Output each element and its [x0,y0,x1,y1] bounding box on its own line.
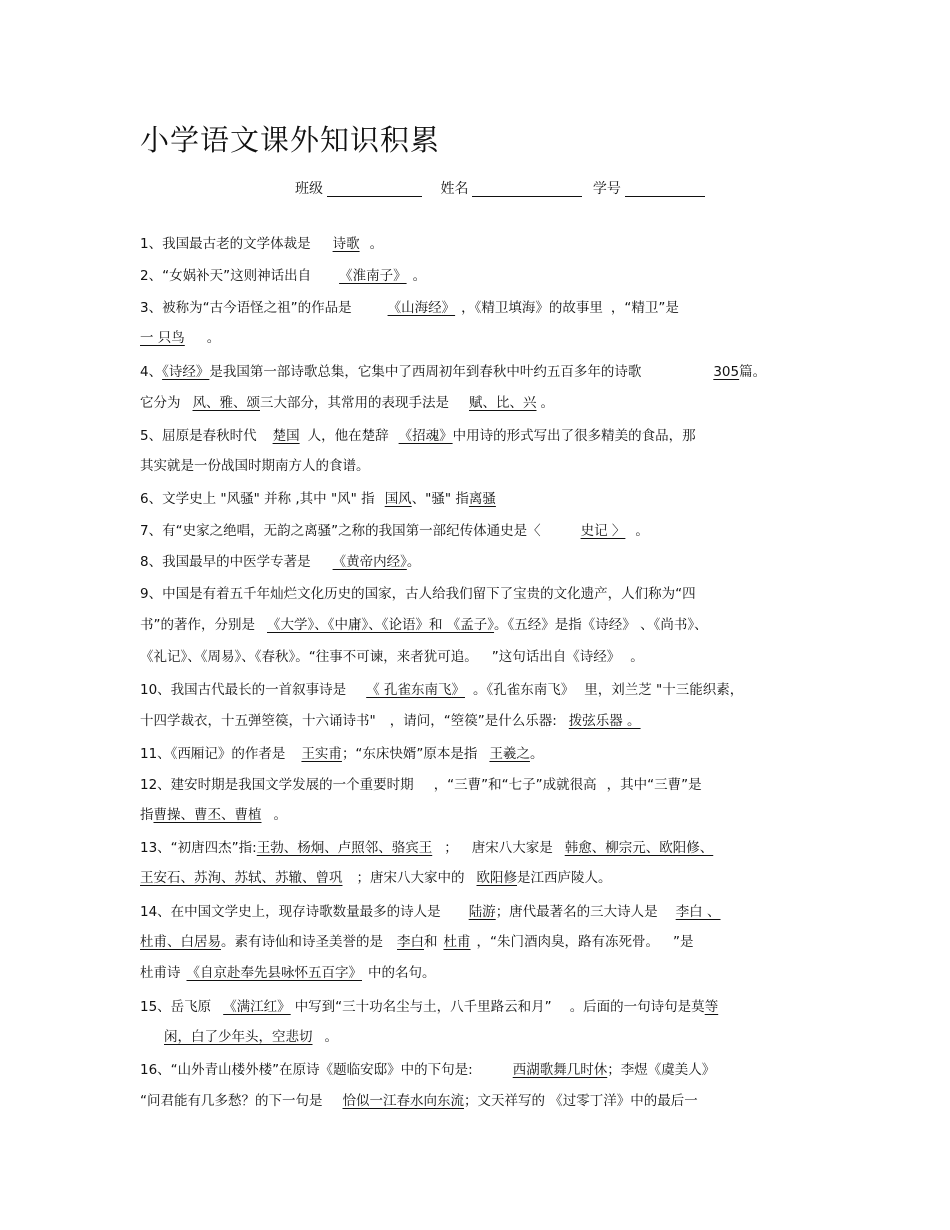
question-3-line-1: 3、被称为“古今语怪之祖”的作品是 《山海经》 ，《精卫填海》的故事里 ，“精卫”是 [140,300,679,316]
answer: 闲，白了少年头，空悲切 [164,1029,313,1045]
answer: 王实甫 [301,746,342,762]
answer: 《自京赴奉先县咏怀五百字》 [186,965,362,981]
answer: 王羲之 [489,746,530,762]
answer: 诗歌 [332,236,360,252]
question-5-line-2: 其实就是一份战国时期南方人的食谱。 [140,458,370,474]
question-6: 6、文学史上 "风骚" 并称 ,其中 "风" 指 国风、"骚" 指离骚 [140,491,496,507]
answer: 《 孔雀东南飞》 [366,682,465,698]
answer: 王安石、苏洵、苏轼、苏辙、曾巩 [140,870,343,886]
answer: 杜甫、白居易 [140,934,221,950]
question-9-line-2: 书”的著作，分别是 《大学》、《中庸》、《论语》和 《孟子》。《五经》是指《诗经》 、《尚书》、 [140,617,708,633]
answer: 史记 〉 [580,523,626,539]
question-10-line-2: 十四学裁衣，十五弹箜篌，十六诵诗书" ，请问，“箜篌”是什么乐器: 拨弦乐器 。 [140,713,641,729]
answer: 陆游 [468,904,496,920]
answer: 离骚 [468,491,496,507]
answer: 欧阳修 [476,870,517,886]
question-13-line-1: 13、“初唐四杰”指:王勃、杨炯、卢照邻、骆宾王 ； 唐宋八大家是 韩愈、柳宗元、欧阳修、 [140,840,714,856]
question-3-line-2: 一 只鸟 。 [140,330,221,346]
question-10-line-1: 10、我国古代最长的一首叙事诗是 《 孔雀东南飞》 。《孔雀东南飞》 里，刘兰芝 "十三能织素， [140,682,744,698]
answer: 《山海经》 [387,300,456,316]
answer: 恰似一江春水向东流 [342,1093,464,1109]
answer: 楚国 [272,428,300,444]
answer: 《大学》、《中庸》、《论语》和 《孟子》 [267,617,495,633]
answer: 曹操、曹丕、曹植 [153,807,262,823]
answer: 国风 [384,491,412,507]
answer: 《淮南子》 [339,268,407,284]
question-15-line-1: 15、岳飞原 《满江红》 中写到“三十功名尘与土，八千里路云和月” 。后面的一句诗句是莫等 [140,999,719,1015]
page-title: 小学语文课外知识积累 [140,123,441,157]
answer: 一 只鸟 [140,330,185,346]
answer: 西湖歌舞几时休 [512,1062,608,1078]
question-15-line-2: 闲，白了少年头，空悲切 。 [164,1029,338,1045]
answer: 王勃、杨炯、卢照邻、骆宾王 [256,840,433,856]
answer: 李白 [397,934,424,950]
answer: 305 [713,364,740,380]
question-9-line-3: 《礼记》、《周易》、《春秋》。“往事不可谏，来者犹可追。 ”这句话出自《诗经》 。 [140,649,644,665]
class-blank[interactable] [327,180,422,197]
question-4-line-1: 4、《诗经》是我国第一部诗歌总集，它集中了西周初年到春秋中叶约五百多年的诗歌 305篇。 [140,364,767,380]
name-label: 姓名 [440,181,469,197]
question-16-line-1: 16、“山外青山楼外楼”在原诗《题临安邸》中的下句是: 西湖歌舞几时休；李煜《虞美人》 [140,1062,716,1078]
question-9-line-1: 9、中国是有着五千年灿烂文化历史的国家，古人给我们留下了宝贵的文化遗产，人们称为“四 [140,586,696,602]
id-label: 学号 [592,181,621,197]
question-14-line-3: 杜甫诗 《自京赴奉先县咏怀五百字》 中的名句。 [140,965,436,981]
question-16-line-2: “问君能有几多愁？的下一句是 恰似一江春水向东流；文天祥写的 《过零丁洋》中的最后一 [140,1093,698,1109]
question-7: 7、有“史家之绝唱，无韵之离骚”之称的我国第一部纪传体通史是〈 史记 〉 。 [140,523,649,539]
answer: 风、雅、颂 [192,395,260,411]
answer: 拨弦乐器 。 [568,713,641,729]
answer: 《满江红》 [223,999,291,1015]
question-14-line-1: 14、在中国文学史上，现存诗歌数量最多的诗人是 陆游；唐代最著名的三大诗人是 李白 、 [140,904,721,920]
id-blank[interactable] [625,180,705,197]
class-label: 班级 [295,181,323,197]
answer: 赋、比、兴 [469,395,537,411]
question-14-line-2: 杜甫、白居易。素有诗仙和诗圣美誉的是 李白和 杜甫 ，“朱门酒肉臭，路有冻死骨。 ”是 [140,934,694,950]
answer: 《诗经》 [162,364,210,380]
question-8: 8、我国最早的中医学专著是 《黄帝内经》。 [140,554,421,570]
answer: 韩愈、柳宗元、欧阳修、 [564,840,714,856]
question-12-line-1: 12、建安时期是我国文学发展的一个重要时期 ，“三曹”和“七子”成就很高 ，其中“三曹”是 [140,777,702,793]
student-info-row [295,178,711,198]
answer: 等 [704,999,719,1015]
question-13-line-2: 王安石、苏洵、苏轼、苏辙、曾巩 ；唐宋八大家中的 欧阳修是江西庐陵人。 [140,870,612,886]
answer: 《招魂》 [398,428,453,444]
name-blank[interactable] [472,180,582,197]
question-12-line-2: 指曹操、曹丕、曹植 。 [140,807,287,823]
question-2: 2、“女娲补天”这则神话出自 《淮南子》 。 [140,268,427,284]
answer: 《黄帝内经》 [332,554,407,570]
question-5-line-1: 5、屈原是春秋时代 楚国 人，他在楚辞 《招魂》中用诗的形式写出了很多精美的食品，那 [140,428,696,444]
answer: 李白 、 [675,904,721,920]
question-11: 11、《西厢记》的作者是 王实甫；“东床快婿”原本是指 王羲之。 [140,746,544,762]
question-4-line-2: 它分为 风、雅、颂三大部分，其常用的表现手法是 赋、比、兴 。 [140,395,554,411]
answer: 杜甫 [443,934,471,950]
question-1: 1、我国最古老的文学体裁是 诗歌 。 [140,236,384,252]
